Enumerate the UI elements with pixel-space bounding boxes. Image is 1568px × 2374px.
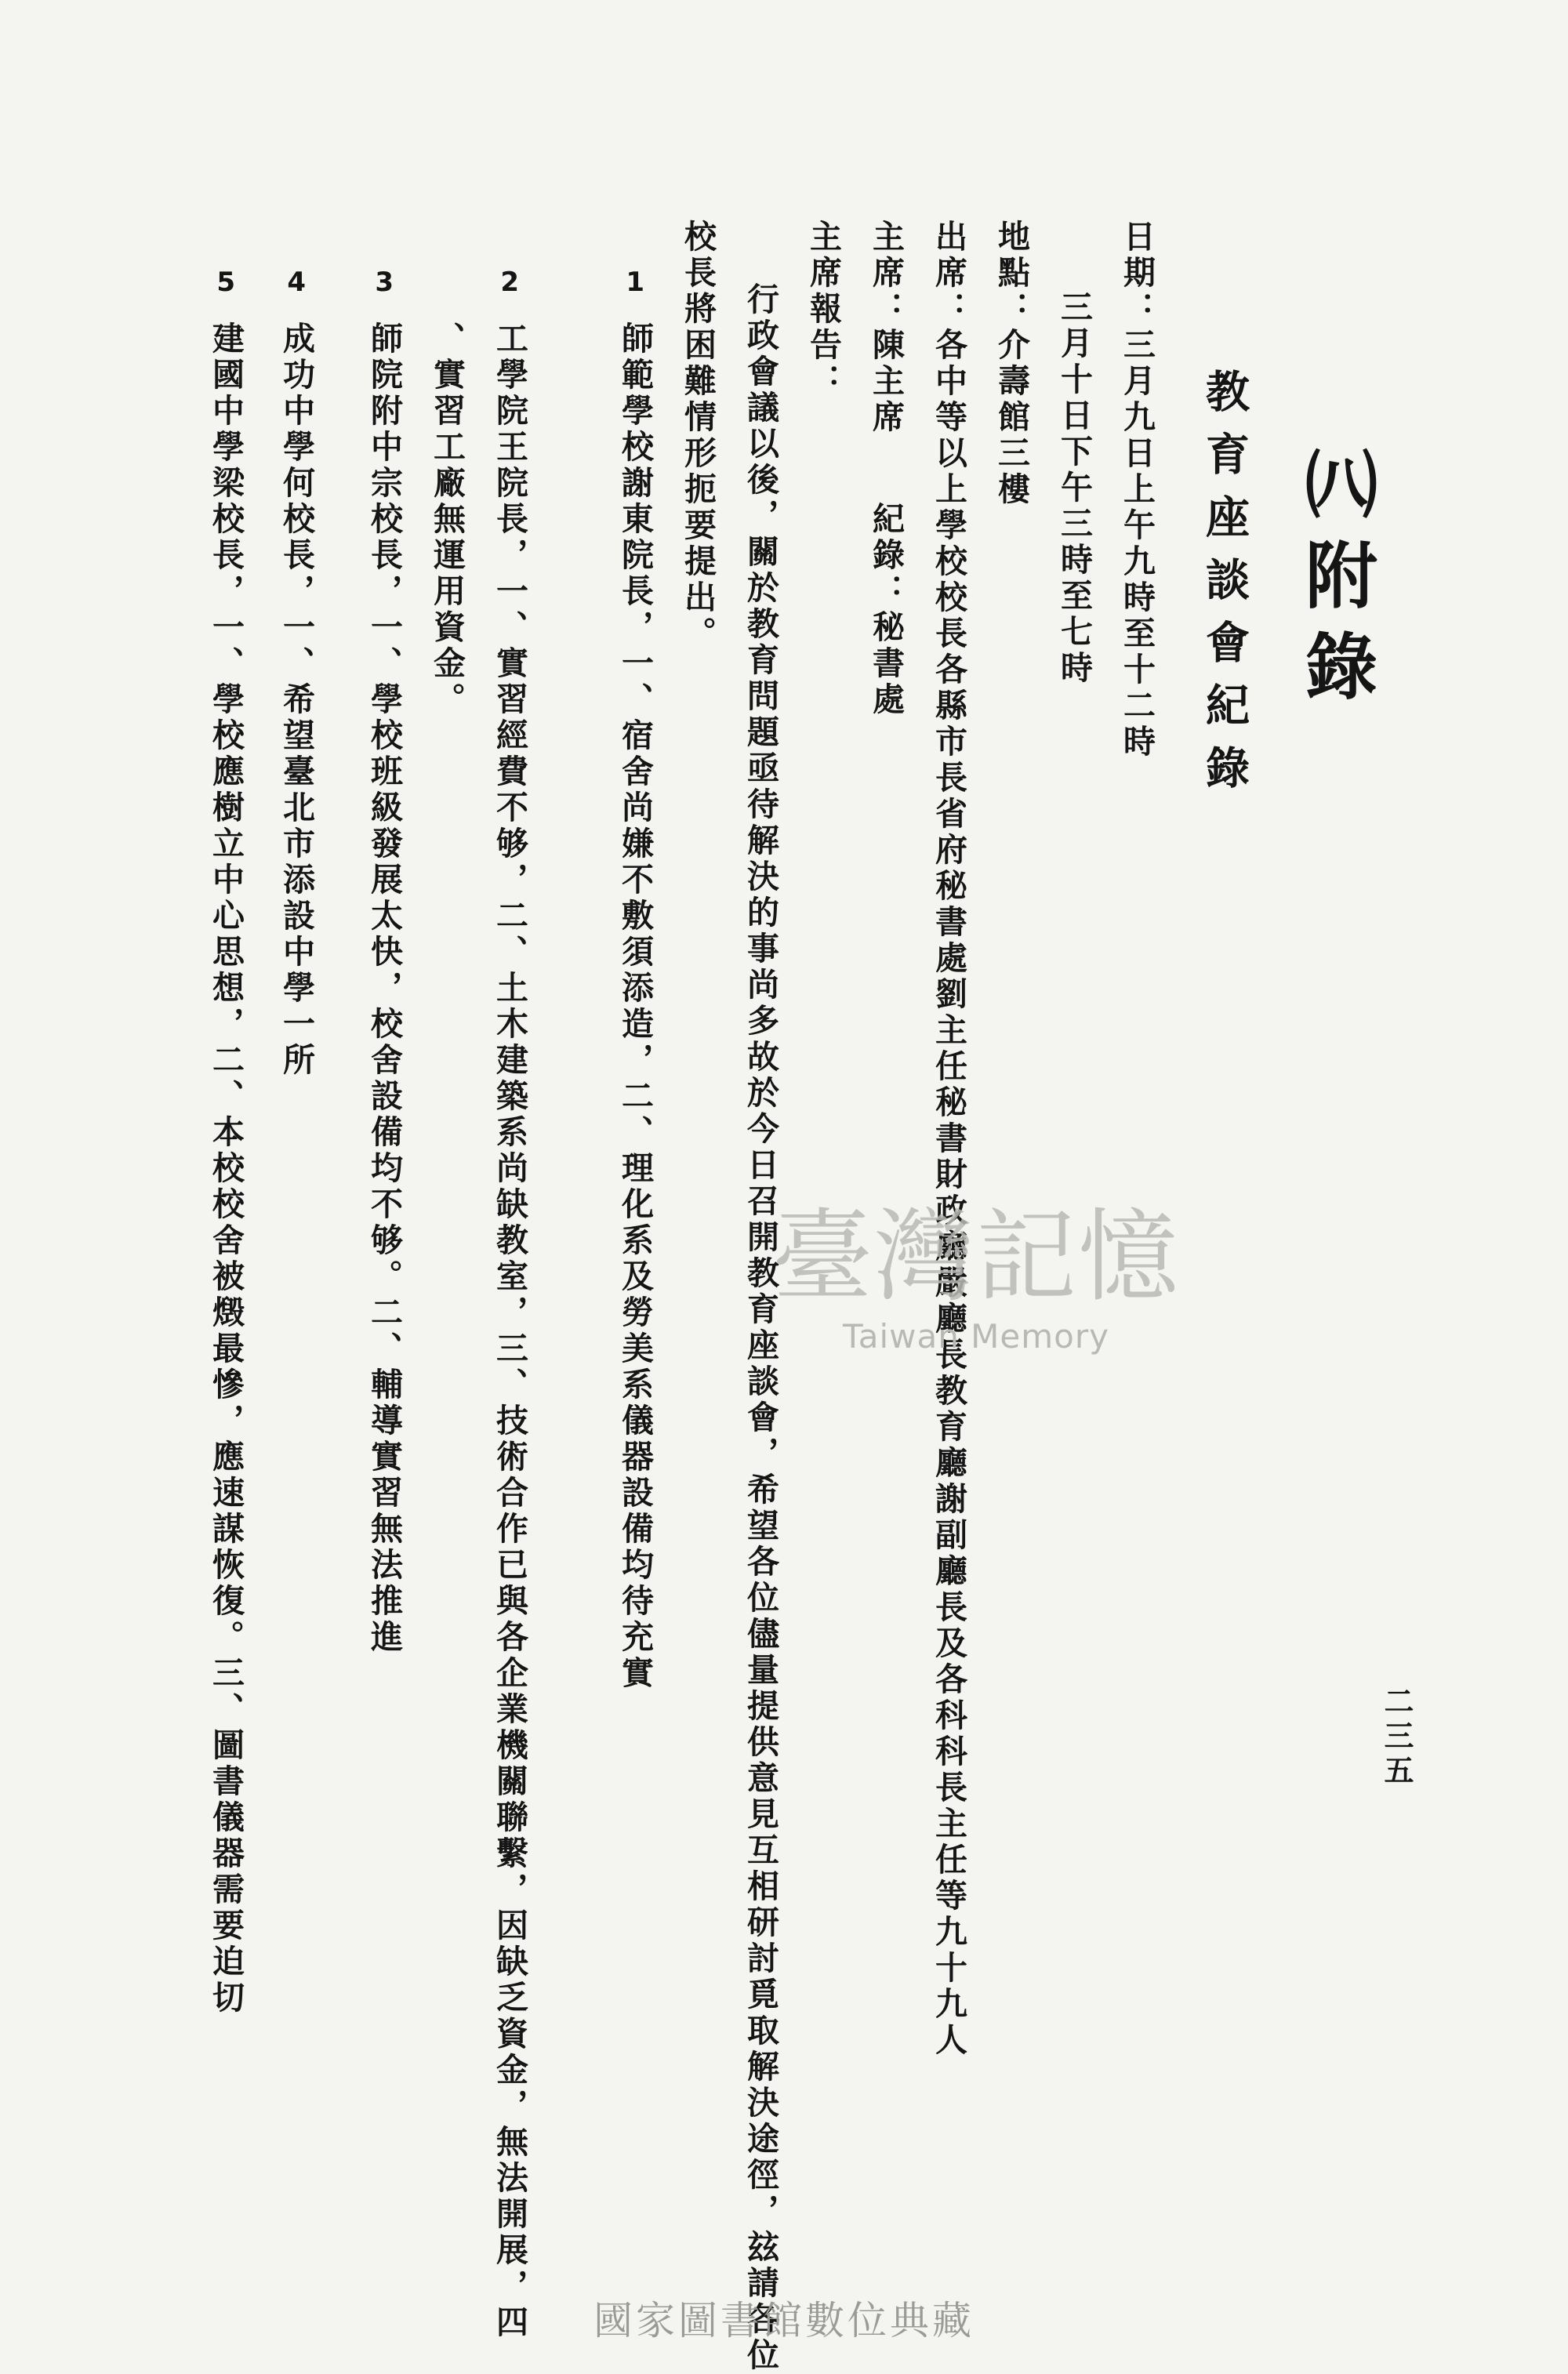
- report-label: 主席報告：: [804, 220, 842, 400]
- item-3-line-1: 師院附中宗校長，一、學校班級發展太快，校舍設備均不够。二、輔導實習無法推進: [365, 321, 403, 1656]
- report-line-1: 行政會議以後，關於教育問題亟待解決的事尚多故於今日召開教育座談會，希望各位儘量提供意見互相研討覓取解決途徑，玆請各位: [742, 282, 779, 2374]
- report-line-2: 校長將困難情形扼要提出。: [679, 220, 717, 652]
- item-2-line-2: 、實習工廠無運用資金。: [428, 321, 466, 718]
- item-4-line-1: 成功中學何校長，一、希望臺北市添設中學一所: [278, 321, 315, 1079]
- page-number: 二三五: [1379, 1686, 1414, 1789]
- item-number-1: 1: [626, 267, 644, 298]
- location-line: 地點：介壽館三樓: [993, 220, 1030, 508]
- date-line-2: 三月十日下午三時至七時: [1055, 290, 1093, 687]
- item-number-3: 3: [375, 267, 394, 298]
- section-heading: ㈧附錄: [1294, 447, 1378, 720]
- attendees-line: 出席：各中等以上學校校長各縣市長省府秘書處劉主任秘書財政廳嚴廳長教育廳謝副廳長及各科科長主任等九十九人: [930, 220, 967, 2059]
- date-line-1: 日期：三月九日上午九時至十二時: [1118, 220, 1156, 760]
- item-2-line-1: 工學院王院長，一、實習經費不够，二、土木建築系尚缺教室，三、技術合作已與各企業機關聯繫，因缺乏資金，無法開展，四: [491, 321, 528, 2341]
- archive-footer: 國家圖書館數位典藏: [593, 2298, 975, 2343]
- document-title: 教育座談會紀錄: [1199, 368, 1250, 808]
- recorder-line: 紀錄：秘書處: [867, 502, 905, 718]
- watermark-english: Taiwan Memory: [843, 1317, 1109, 1356]
- item-number-2: 2: [500, 267, 519, 298]
- item-number-4: 4: [287, 267, 306, 298]
- item-1-line-1: 師範學校謝東院長，一、宿舍尚嫌不敷須添造，二、理化系及勞美系儀器設備均待充實: [616, 321, 654, 1692]
- item-5-line-1: 建國中學梁校長，一、學校應樹立中心思想，二、本校校舍被燬最慘，應速謀恢復。三、圖書儀器需要迫切: [207, 321, 245, 2016]
- watermark-logo: [772, 1176, 1180, 1356]
- item-number-5: 5: [216, 267, 235, 298]
- chair-line: 主席：陳主席: [867, 220, 905, 436]
- watermark-chinese: 臺灣記憶: [772, 1199, 1181, 1316]
